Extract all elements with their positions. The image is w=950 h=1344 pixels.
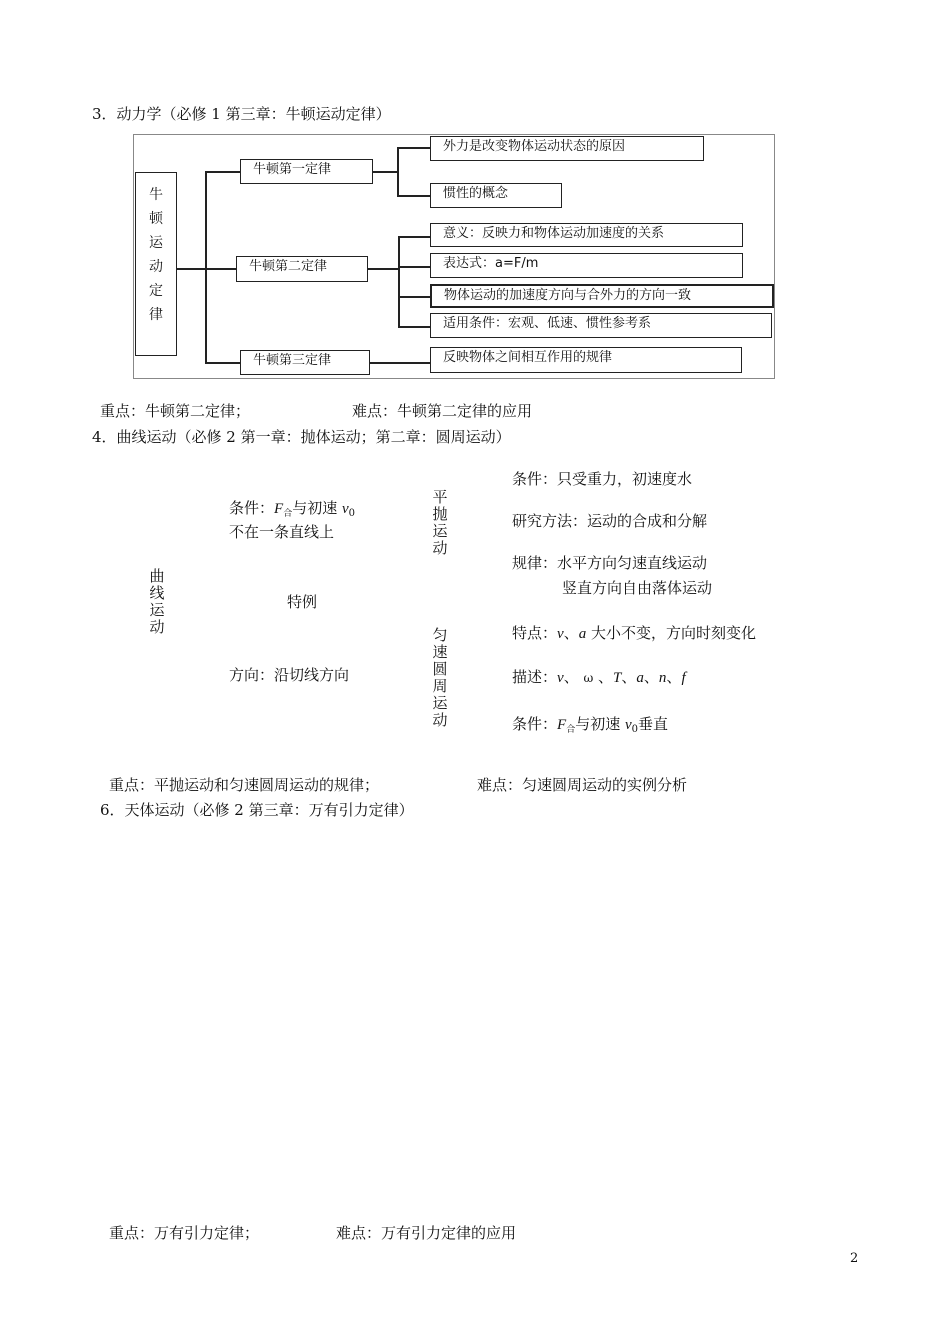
connector (398, 236, 400, 327)
subscript: 合 (566, 725, 576, 735)
text: 、 (666, 668, 682, 686)
text: 、 (593, 668, 614, 686)
curve-condition-line2: 不在一条直线上 (229, 523, 335, 541)
circular-feature (512, 623, 756, 644)
connector (397, 195, 430, 197)
acceleration-symbol: a (636, 670, 644, 686)
text: 大小不变，方向时刻变化 (586, 624, 756, 642)
connector (398, 266, 431, 268)
velocity-symbol: v (557, 626, 564, 642)
projectile-rule-2: 竖直方向自由落体运动 (562, 579, 713, 597)
circular-condition (512, 714, 668, 740)
section6-key-point: 重点：万有引力定律； (109, 1224, 260, 1242)
velocity-symbol: v (341, 501, 349, 517)
connector (205, 362, 241, 364)
law1-box: 牛顿第一定律 (240, 159, 373, 184)
connector (205, 171, 207, 362)
section4-key-point: 重点：平抛运动和匀速圆周运动的规律； (109, 776, 380, 794)
section3-heading: 3．动力学（必修 1 第三章：牛顿运动定律） (92, 105, 391, 123)
force-symbol: F (274, 501, 284, 517)
text: 、 (643, 668, 659, 686)
connector (398, 326, 431, 328)
connector (370, 362, 431, 364)
law3-item-1: 反映物体之间相互作用的规律 (430, 347, 742, 373)
connector (368, 268, 399, 270)
acceleration-symbol: a (578, 626, 587, 642)
curve-condition-line1 (229, 498, 355, 524)
text: 与初速 (292, 499, 342, 517)
diagram-root-box (135, 172, 177, 356)
section4-heading: 4．曲线运动（必修 2 第一章：抛体运动；第二章：圆周运动） (92, 428, 511, 446)
section3-key-point: 重点：牛顿第二定律； (100, 402, 251, 420)
omega-symbol: ω (583, 671, 594, 685)
frequency-symbol: f (681, 670, 686, 686)
text: 条件： (512, 715, 558, 733)
velocity-symbol: v (624, 717, 632, 733)
section3-difficulty: 难点：牛顿第二定律的应用 (352, 402, 533, 420)
projectile-method: 研究方法：运动的合成和分解 (512, 512, 708, 530)
velocity-symbol: v (557, 670, 564, 686)
projectile-condition: 条件：只受重力，初速度水 (512, 470, 693, 488)
text: 、 (563, 668, 584, 686)
connector (205, 268, 236, 270)
law3-box: 牛顿第三定律 (240, 350, 370, 375)
connector (397, 147, 430, 149)
section6-difficulty: 难点：万有引力定律的应用 (336, 1224, 517, 1242)
text: 垂直 (638, 715, 669, 733)
page-number: 2 (850, 1251, 859, 1266)
law2-box: 牛顿第二定律 (236, 256, 368, 282)
subscript: 0 (631, 724, 639, 735)
curve-motion-root: 曲线运动 (149, 567, 165, 636)
law2-item-meaning: 意义：反映力和物体运动加速度的关系 (430, 223, 743, 247)
law2-item-direction: 物体运动的加速度方向与合外力的方向一致 (430, 284, 774, 308)
connector (398, 296, 431, 298)
force-symbol: F (557, 717, 567, 733)
text: 、 (563, 624, 579, 642)
special-case-label: 特例 (287, 593, 318, 611)
direction-label: 方向：沿切线方向 (229, 666, 350, 684)
section6-heading: 6．天体运动（必修 2 第三章：万有引力定律） (100, 801, 414, 819)
projectile-label: 平抛运动 (432, 488, 448, 557)
speed-symbol: n (658, 670, 667, 686)
text: 特点： (512, 624, 558, 642)
connector (398, 236, 431, 238)
law1-item-1: 外力是改变物体运动状态的原因 (430, 136, 704, 161)
connector (373, 171, 398, 173)
projectile-rule-1: 规律：水平方向匀速直线运动 (512, 554, 708, 572)
connector (397, 147, 399, 196)
subscript: 0 (348, 508, 356, 519)
connector (205, 171, 241, 173)
law2-item-conditions: 适用条件：宏观、低速、惯性参考系 (430, 313, 772, 338)
text: 描述： (512, 668, 558, 686)
text: 、 (621, 668, 637, 686)
diagram-root-label: 牛顿运动定律 (149, 187, 163, 323)
subscript: 合 (283, 509, 293, 519)
section4-difficulty: 难点：匀速圆周运动的实例分析 (477, 776, 688, 794)
connector (177, 268, 206, 270)
circular-describe (512, 667, 686, 688)
law1-item-2: 惯性的概念 (430, 183, 562, 208)
law2-item-expression: 表达式：a=F/m (430, 253, 743, 278)
text: 条件： (229, 499, 275, 517)
text: 与初速 (575, 715, 625, 733)
circular-label: 匀速圆周运动 (432, 626, 448, 729)
period-symbol: T (613, 670, 622, 686)
